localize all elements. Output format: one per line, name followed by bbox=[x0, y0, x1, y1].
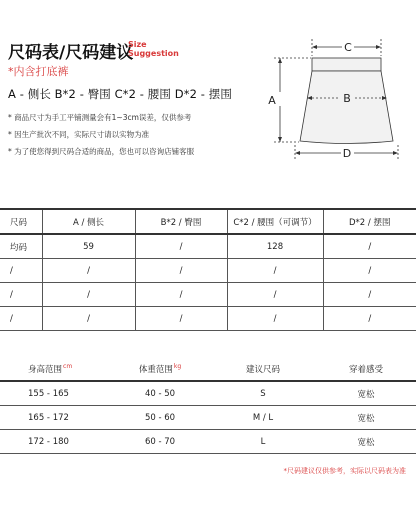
a-arrow-bottom bbox=[278, 137, 282, 142]
header-height: 身高范围$^{cm}$ bbox=[0, 357, 110, 381]
d-arrow-left bbox=[295, 151, 300, 155]
table-cell: 50 - 60 bbox=[110, 406, 210, 430]
table-cell: / bbox=[323, 307, 416, 331]
table-cell: / bbox=[42, 259, 135, 283]
label-d: D bbox=[342, 147, 352, 160]
measurement-legend: A - 侧长 B*2 - 臀围 C*2 - 腰围 D*2 - 摆围 bbox=[8, 87, 232, 101]
page-title-english bbox=[128, 40, 179, 58]
table-cell: / bbox=[323, 283, 416, 307]
table-cell: 165 - 172 bbox=[0, 406, 110, 430]
recommendation-header-row bbox=[0, 357, 416, 381]
skirt-body bbox=[300, 71, 393, 144]
table-cell: 均码 bbox=[0, 234, 42, 259]
c-arrow-left bbox=[312, 45, 317, 49]
footnote: *尺码建议仅供参考，实际以尺码表为准 bbox=[283, 467, 406, 475]
note-3: * 为了使您得到尺码合适的商品，您也可以咨询店铺客服 bbox=[8, 147, 195, 156]
skirt-measurement-diagram bbox=[265, 36, 415, 166]
table-cell: 宽松 bbox=[316, 381, 416, 406]
header-hem: D*2 / 摆围 bbox=[323, 209, 416, 234]
note-1: * 商品尺寸为手工平铺测量会有1~3cm误差，仅供参考 bbox=[8, 113, 192, 122]
table-cell: 172 - 180 bbox=[0, 430, 110, 454]
a-arrow-top bbox=[278, 58, 282, 63]
page-title: 尺码表/尺码建议 bbox=[8, 43, 134, 63]
table-cell: / bbox=[135, 283, 227, 307]
table-row bbox=[0, 307, 416, 331]
table-row bbox=[0, 283, 416, 307]
header-hip: B*2 / 臀围 bbox=[135, 209, 227, 234]
header-side-length: A / 侧长 bbox=[42, 209, 135, 234]
table-row bbox=[0, 234, 416, 259]
table-cell: / bbox=[0, 283, 42, 307]
label-a: A bbox=[268, 94, 276, 107]
table-cell: 60 - 70 bbox=[110, 430, 210, 454]
note-2: * 因生产批次不同，实际尺寸请以实物为准 bbox=[8, 130, 150, 139]
header-size: 尺码 bbox=[0, 209, 42, 234]
table-cell: / bbox=[0, 307, 42, 331]
table-cell: / bbox=[323, 234, 416, 259]
table-cell: / bbox=[227, 259, 323, 283]
table-cell: 155 - 165 bbox=[0, 381, 110, 406]
label-c: C bbox=[344, 41, 352, 54]
measurement-header-row bbox=[0, 209, 416, 234]
size-recommendation-table bbox=[0, 357, 416, 454]
table-cell: / bbox=[0, 259, 42, 283]
table-cell: / bbox=[227, 283, 323, 307]
d-arrow-right bbox=[393, 151, 398, 155]
skirt-waistband bbox=[312, 58, 381, 71]
title-en-line-2: Suggestion bbox=[128, 49, 179, 58]
table-row bbox=[0, 381, 416, 406]
table-cell: 59 bbox=[42, 234, 135, 259]
header-waist: C*2 / 腰围（可调节） bbox=[227, 209, 323, 234]
table-cell: 128 bbox=[227, 234, 323, 259]
table-cell: S bbox=[210, 381, 316, 406]
table-cell: / bbox=[135, 259, 227, 283]
table-cell: M / L bbox=[210, 406, 316, 430]
header-weight: 体重范围$^{kg}$ bbox=[110, 357, 210, 381]
label-b: B bbox=[343, 92, 351, 105]
c-arrow-right bbox=[376, 45, 381, 49]
table-cell: / bbox=[135, 234, 227, 259]
table-cell: L bbox=[210, 430, 316, 454]
table-cell: / bbox=[42, 307, 135, 331]
table-cell: / bbox=[227, 307, 323, 331]
measurement-table bbox=[0, 208, 416, 331]
header-suggested-size: 建议尺码 bbox=[210, 357, 316, 381]
table-cell: 40 - 50 bbox=[110, 381, 210, 406]
header-fit-feel: 穿着感受 bbox=[316, 357, 416, 381]
height-unit: cm bbox=[63, 362, 73, 370]
table-cell: 宽松 bbox=[316, 406, 416, 430]
subtitle: *内含打底裤 bbox=[8, 65, 69, 78]
table-row bbox=[0, 406, 416, 430]
title-en-line-1: Size bbox=[128, 40, 147, 49]
table-cell: / bbox=[323, 259, 416, 283]
table-cell: / bbox=[42, 283, 135, 307]
weight-unit: kg bbox=[173, 362, 182, 370]
table-cell: / bbox=[135, 307, 227, 331]
table-cell: 宽松 bbox=[316, 430, 416, 454]
table-row bbox=[0, 430, 416, 454]
table-row bbox=[0, 259, 416, 283]
